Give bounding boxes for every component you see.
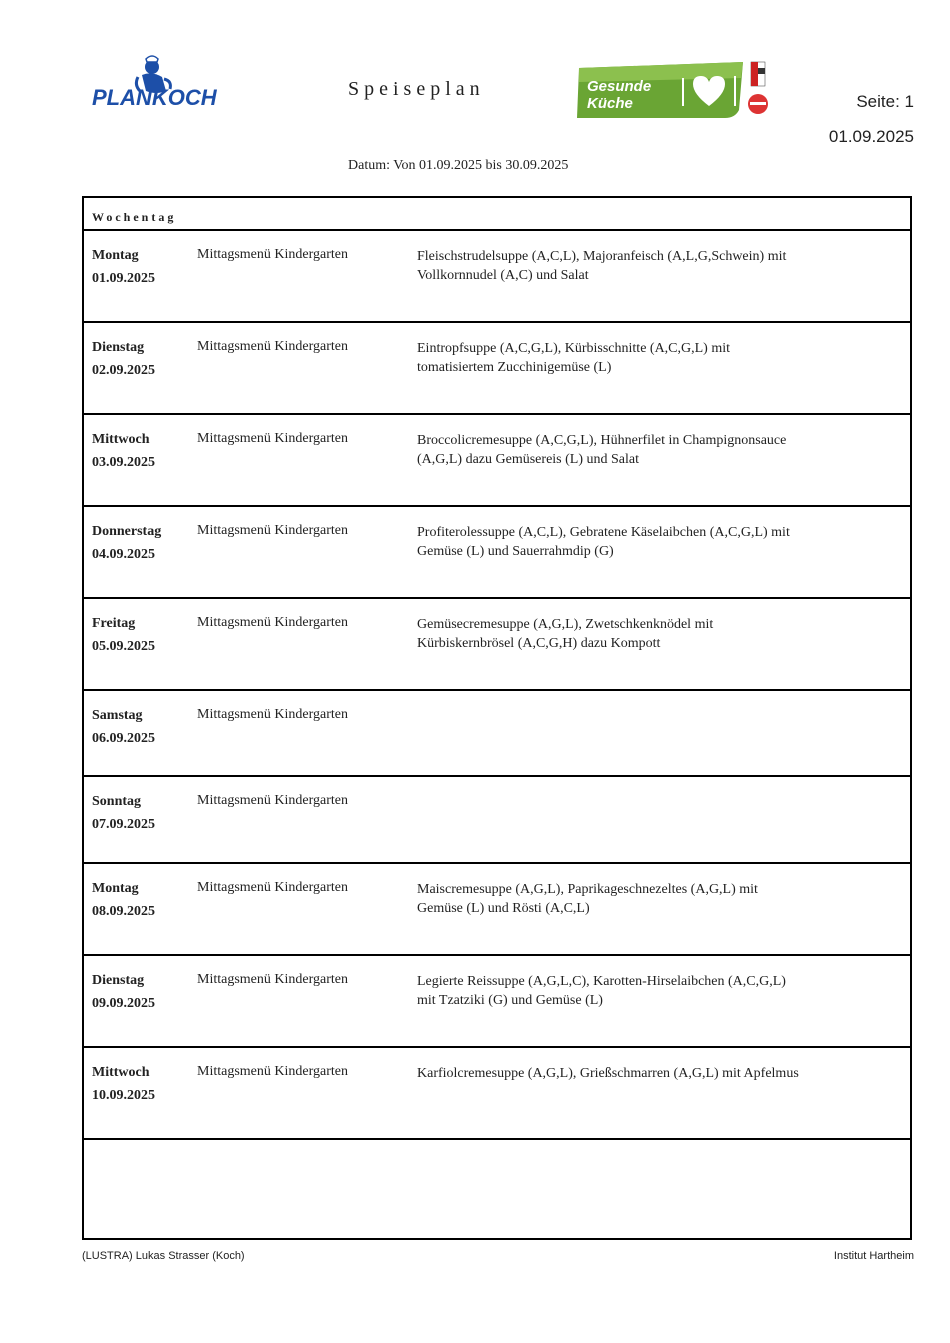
weekday: Dienstag: [92, 973, 145, 988]
day-cell: [92, 244, 155, 290]
weekday: Samstag: [92, 708, 143, 723]
menu-table: [82, 196, 912, 1240]
menu-type: Mittagsmenü Kindergarten: [197, 247, 348, 262]
table-row: [84, 956, 910, 1048]
day-cell: [92, 428, 155, 474]
weekday: Mittwoch: [92, 432, 150, 447]
weekday: Freitag: [92, 616, 136, 631]
page-title: Speiseplan: [348, 78, 485, 100]
dish-description: Legierte Reissuppe (A,G,L,C), Karotten-Hirselaibchen (A,C,G,L) mit Tzatziki (G) und Gemüse (L): [417, 974, 786, 1008]
weekday: Sonntag: [92, 794, 142, 809]
menu-type: Mittagsmenü Kindergarten: [197, 707, 348, 722]
print-date: 01.09.2025: [828, 127, 914, 146]
table-row: [84, 864, 910, 956]
menu-type: Mittagsmenü Kindergarten: [197, 793, 348, 808]
date: 04.09.2025: [92, 547, 155, 562]
menu-type: Mittagsmenü Kindergarten: [197, 1064, 348, 1079]
dish-description: Maiscremesuppe (A,G,L), Paprikageschnezeltes (A,G,L) mit Gemüse (L) und Rösti (A,C,L): [417, 882, 758, 916]
partner-logo-line1: Gesunde: [587, 78, 652, 95]
menu-type: Mittagsmenü Kindergarten: [197, 523, 348, 538]
table-row: [84, 415, 910, 507]
table-row: [84, 231, 910, 323]
footer-institution: Institut Hartheim: [833, 1250, 914, 1262]
date: 03.09.2025: [92, 455, 155, 470]
table-row: [84, 777, 910, 864]
footer-author: (LUSTRA) Lukas Strasser (Koch): [82, 1250, 245, 1262]
day-cell: [92, 336, 155, 382]
day-cell: [92, 969, 155, 1015]
weekday: Montag: [92, 248, 139, 263]
dish-description: Gemüsecremesuppe (A,G,L), Zwetschkenknödel mit Kürbiskernbrösel (A,C,G,H) dazu Kompott: [417, 617, 714, 651]
weekday: Mittwoch: [92, 1065, 150, 1080]
menu-type: Mittagsmenü Kindergarten: [197, 339, 348, 354]
weekday: Montag: [92, 881, 139, 896]
brand-name: PLANKOCH: [92, 85, 217, 110]
table-row: [84, 691, 910, 777]
date: 08.09.2025: [92, 904, 155, 919]
table-row: [84, 599, 910, 691]
day-cell: [92, 704, 155, 750]
date: 02.09.2025: [92, 363, 155, 378]
dish-description: Profiterolessuppe (A,C,L), Gebratene Käselaibchen (A,C,G,L) mit Gemüse (L) und Sauerrahmdip (G): [417, 525, 790, 559]
menu-type: Mittagsmenü Kindergarten: [197, 880, 348, 895]
date: 01.09.2025: [92, 271, 155, 286]
dish-description: Eintropfsuppe (A,C,G,L), Kürbisschnitte (A,C,G,L) mit tomatisiertem Zucchinigemüse (L): [417, 341, 731, 375]
dish-description: Karfiolcremesuppe (A,G,L), Grießschmarren (A,G,L) mit Apfelmus: [417, 1066, 799, 1081]
weekday: Dienstag: [92, 340, 145, 355]
date: 07.09.2025: [92, 817, 155, 832]
table-row: [84, 507, 910, 599]
date: 10.09.2025: [92, 1088, 155, 1103]
date-range: Datum: Von 01.09.2025 bis 30.09.2025: [348, 158, 569, 173]
day-cell: [92, 790, 155, 836]
page-number: Seite: 1: [856, 92, 914, 111]
date: 05.09.2025: [92, 639, 155, 654]
table-row: [84, 323, 910, 415]
day-cell: [92, 520, 161, 566]
menu-type: Mittagsmenü Kindergarten: [197, 615, 348, 630]
dish-description: Broccolicremesuppe (A,C,G,L), Hühnerfilet in Champignonsauce (A,G,L) dazu Gemüsereis (L) und Salat: [417, 433, 787, 467]
day-cell: [92, 877, 155, 923]
day-cell: [92, 612, 155, 658]
menu-type: Mittagsmenü Kindergarten: [197, 972, 348, 987]
table-row: [84, 1048, 910, 1140]
gesunde-kueche-logo: [575, 58, 775, 120]
day-cell: [92, 1061, 155, 1107]
date: 06.09.2025: [92, 731, 155, 746]
partner-logo-line2: Küche: [587, 95, 633, 112]
plankoch-logo: [90, 55, 225, 115]
weekday: Donnerstag: [92, 524, 162, 539]
menu-type: Mittagsmenü Kindergarten: [197, 431, 348, 446]
dish-description: Fleischstrudelsuppe (A,C,L), Majoranfeisch (A,L,G,Schwein) mit Vollkornnudel (A,C) und Salat: [417, 249, 787, 283]
table-header: Wochentag: [84, 198, 910, 231]
date: 09.09.2025: [92, 996, 155, 1011]
